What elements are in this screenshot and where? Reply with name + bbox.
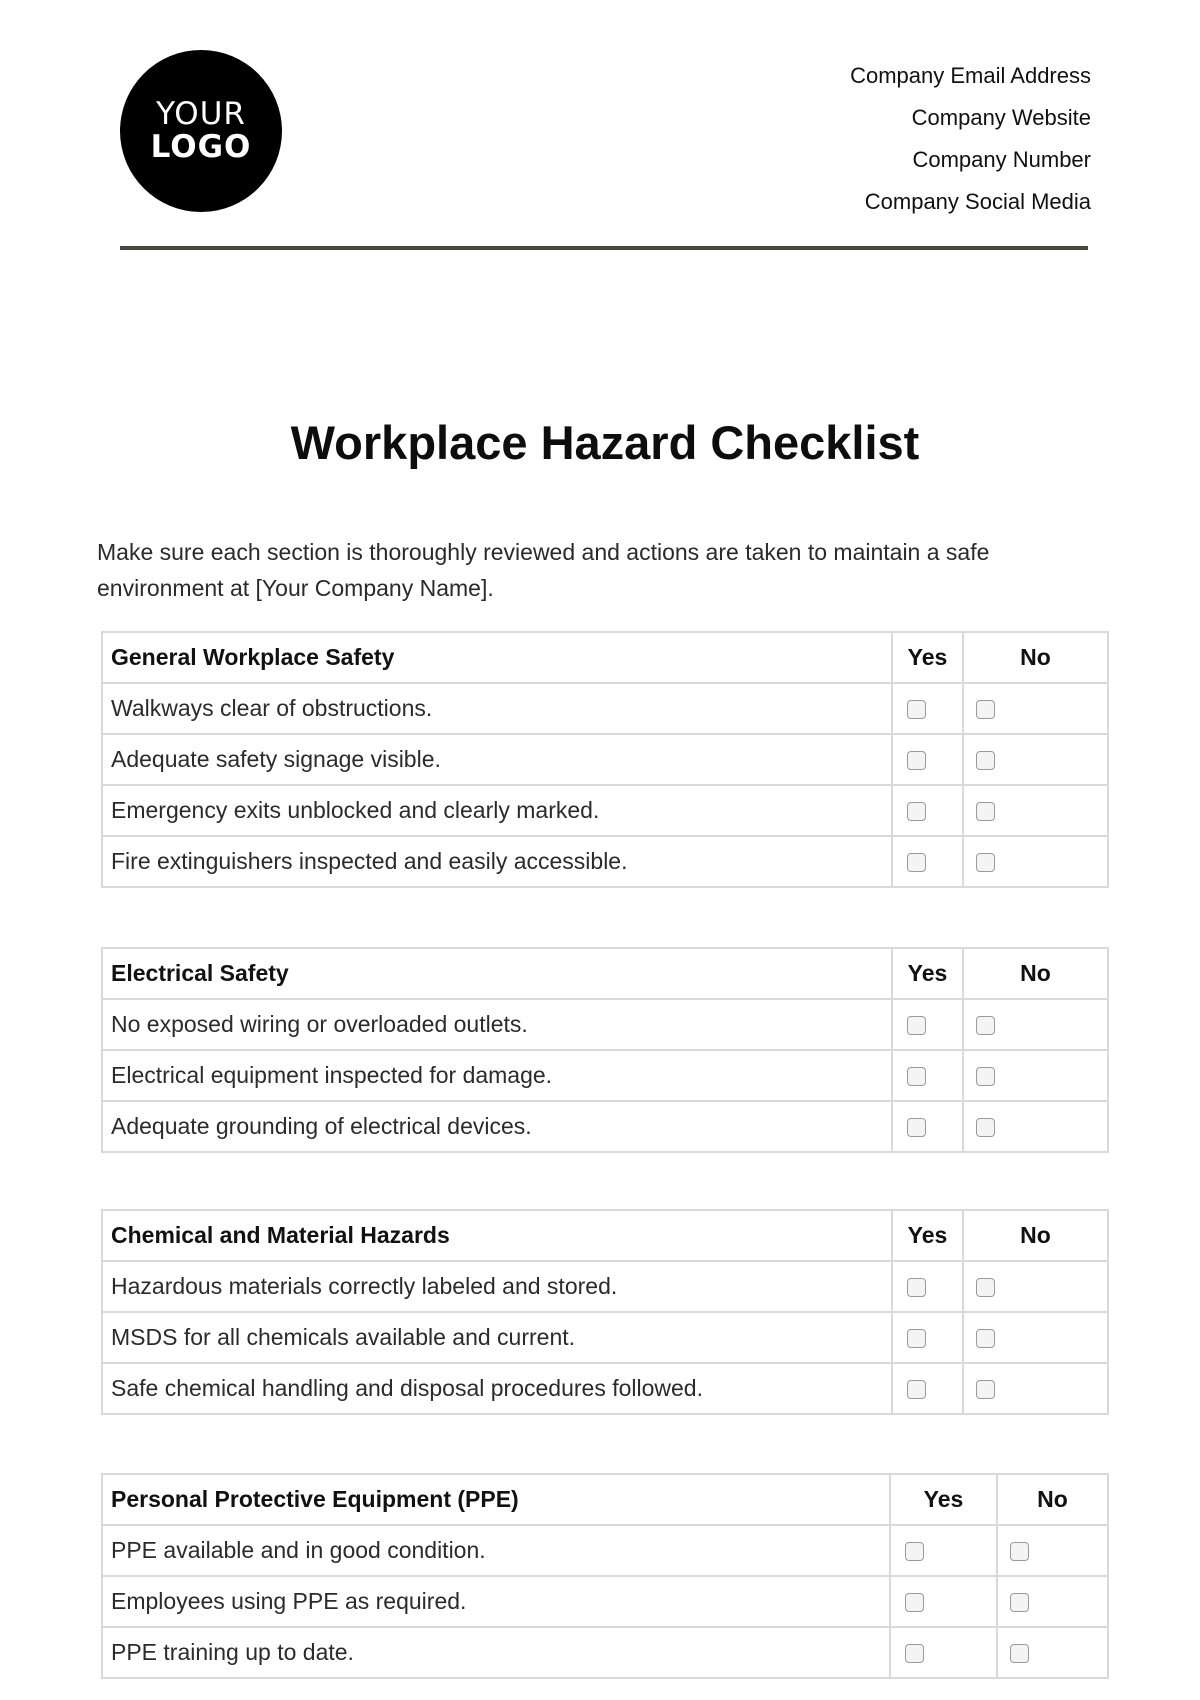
checklist-item-label: PPE training up to date. [102, 1627, 890, 1678]
no-checkbox[interactable] [1010, 1593, 1029, 1612]
company-number: Company Number [912, 147, 1091, 172]
document-title: Workplace Hazard Checklist [290, 416, 920, 469]
no-checkbox[interactable] [976, 700, 995, 719]
checklist-personal-protective-equipment [101, 1473, 1109, 1679]
no-checkbox[interactable] [976, 1329, 995, 1348]
no-checkbox[interactable] [976, 1118, 995, 1137]
section-heading: Electrical Safety [102, 948, 892, 999]
section-heading: Chemical and Material Hazards [102, 1210, 892, 1261]
checklist-row [102, 683, 1108, 734]
yes-cell [892, 836, 963, 887]
no-cell [963, 1101, 1108, 1152]
no-cell [997, 1627, 1108, 1678]
checklist-item-label: Electrical equipment inspected for damage. [102, 1050, 892, 1101]
no-checkbox[interactable] [976, 1016, 995, 1035]
yes-cell [892, 734, 963, 785]
checklist-item-label: MSDS for all chemicals available and current. [102, 1312, 892, 1363]
yes-cell [890, 1525, 997, 1576]
header-divider [120, 246, 1088, 250]
company-contact-block [850, 55, 1091, 223]
checklist-row [102, 1312, 1108, 1363]
company-website: Company Website [911, 105, 1091, 130]
no-cell [963, 1312, 1108, 1363]
yes-cell [892, 1261, 963, 1312]
yes-checkbox[interactable] [907, 1380, 926, 1399]
yes-checkbox[interactable] [907, 751, 926, 770]
no-cell [963, 999, 1108, 1050]
yes-checkbox[interactable] [907, 853, 926, 872]
yes-cell [892, 683, 963, 734]
checklist-item-label: Adequate safety signage visible. [102, 734, 892, 785]
no-cell [963, 1050, 1108, 1101]
yes-cell [892, 999, 963, 1050]
checklist-row [102, 836, 1108, 887]
company-social-media: Company Social Media [864, 189, 1091, 214]
section-heading: General Workplace Safety [102, 632, 892, 683]
no-cell [963, 785, 1108, 836]
checklist-general-workplace-safety [101, 631, 1109, 888]
no-column-header: No [963, 1210, 1108, 1261]
checklist-row [102, 785, 1108, 836]
yes-checkbox[interactable] [905, 1542, 924, 1561]
yes-cell [890, 1576, 997, 1627]
yes-column-header: Yes [890, 1474, 997, 1525]
no-cell [963, 836, 1108, 887]
yes-cell [892, 1101, 963, 1152]
checklist-row [102, 734, 1108, 785]
logo-line-2: LOGO [150, 129, 252, 165]
checklist-row [102, 999, 1108, 1050]
checklist-row [102, 1101, 1108, 1152]
section-header-row [102, 948, 1108, 999]
checklist-row [102, 1576, 1108, 1627]
yes-column-header: Yes [892, 948, 963, 999]
yes-checkbox[interactable] [905, 1644, 924, 1663]
no-checkbox[interactable] [976, 1278, 995, 1297]
yes-checkbox[interactable] [907, 1016, 926, 1035]
logo-line-1: YOUR [156, 96, 246, 132]
checklist-item-label: Safe chemical handling and disposal procedures followed. [102, 1363, 892, 1414]
yes-column-header: Yes [892, 632, 963, 683]
no-checkbox[interactable] [1010, 1644, 1029, 1663]
section-header-row [102, 1210, 1108, 1261]
checklist-item-label: Emergency exits unblocked and clearly marked. [102, 785, 892, 836]
intro-paragraph: Make sure each section is thoroughly reviewed and actions are taken to maintain a safe environment at [Your Company Name]. [97, 539, 990, 601]
checklist-item-label: Walkways clear of obstructions. [102, 683, 892, 734]
checklist-item-label: Employees using PPE as required. [102, 1576, 890, 1627]
checklist-row [102, 1261, 1108, 1312]
section-header-row [102, 632, 1108, 683]
no-cell [963, 683, 1108, 734]
no-cell [963, 734, 1108, 785]
yes-cell [890, 1627, 997, 1678]
checklist-electrical-safety [101, 947, 1109, 1153]
checklist-item-label: Hazardous materials correctly labeled and stored. [102, 1261, 892, 1312]
no-cell [963, 1261, 1108, 1312]
yes-checkbox[interactable] [907, 802, 926, 821]
company-logo [120, 50, 282, 212]
checklist-row [102, 1525, 1108, 1576]
section-heading: Personal Protective Equipment (PPE) [102, 1474, 890, 1525]
no-cell [963, 1363, 1108, 1414]
yes-checkbox[interactable] [907, 1067, 926, 1086]
checklist-row [102, 1363, 1108, 1414]
yes-cell [892, 1312, 963, 1363]
checklist-item-label: Adequate grounding of electrical devices. [102, 1101, 892, 1152]
checklist-chemical-and-material-hazards [101, 1209, 1109, 1415]
no-checkbox[interactable] [976, 853, 995, 872]
no-checkbox[interactable] [1010, 1542, 1029, 1561]
no-cell [997, 1576, 1108, 1627]
yes-cell [892, 1363, 963, 1414]
yes-checkbox[interactable] [907, 700, 926, 719]
checklist-item-label: Fire extinguishers inspected and easily accessible. [102, 836, 892, 887]
checklist-row [102, 1627, 1108, 1678]
yes-checkbox[interactable] [905, 1593, 924, 1612]
yes-checkbox[interactable] [907, 1329, 926, 1348]
no-checkbox[interactable] [976, 1067, 995, 1086]
no-column-header: No [963, 948, 1108, 999]
company-email: Company Email Address [850, 63, 1091, 88]
no-checkbox[interactable] [976, 1380, 995, 1399]
checklist-item-label: PPE available and in good condition. [102, 1525, 890, 1576]
no-column-header: No [997, 1474, 1108, 1525]
checklist-item-label: No exposed wiring or overloaded outlets. [102, 999, 892, 1050]
yes-checkbox[interactable] [907, 1278, 926, 1297]
no-cell [997, 1525, 1108, 1576]
yes-cell [892, 785, 963, 836]
yes-checkbox[interactable] [907, 1118, 926, 1137]
checklist-row [102, 1050, 1108, 1101]
no-column-header: No [963, 632, 1108, 683]
no-checkbox[interactable] [976, 751, 995, 770]
section-header-row [102, 1474, 1108, 1525]
yes-cell [892, 1050, 963, 1101]
no-checkbox[interactable] [976, 802, 995, 821]
yes-column-header: Yes [892, 1210, 963, 1261]
